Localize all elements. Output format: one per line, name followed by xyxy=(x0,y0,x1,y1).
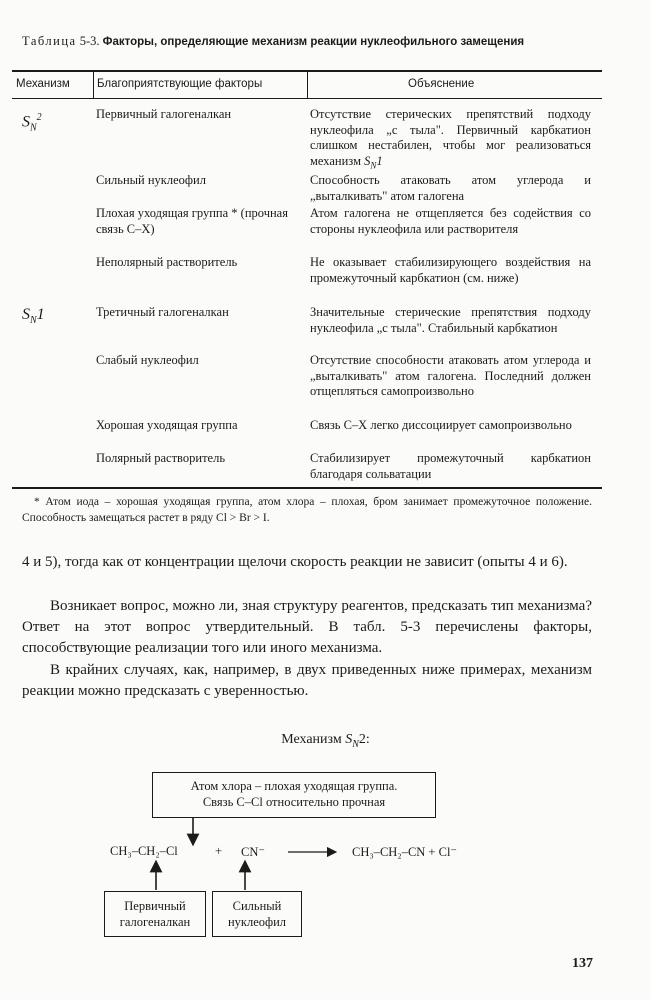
caption-title: Факторы, определяющие механизм реакции нуклеофильного замещения xyxy=(102,36,525,48)
diagram-title-sub: N xyxy=(352,738,359,750)
caption-number: 5-3. xyxy=(79,34,100,48)
diagram-title-suffix: 2: xyxy=(358,732,370,747)
table-footnote: * Атом иода – хорошая уходящая группа, атом хлора – плохая, бром занимает промежуточное положение. Способность замещаться растет в ряду Cl > Br > I. xyxy=(22,496,592,524)
diagram-title-s: S xyxy=(345,732,353,747)
sn2-num: 2 xyxy=(36,112,42,123)
nucleophile-formula: CN⁻ xyxy=(241,845,265,859)
sn1-explanation-4: Стабилизирует промежуточный карбкатион благодаря сольватации xyxy=(310,451,591,481)
sn2-explanation-2: Способность атаковать атом углерода и „выталкивать" атом галогена xyxy=(310,173,591,203)
sn2-factor-2: Сильный нуклеофил xyxy=(96,173,206,187)
sn1-explanation-3: Связь С–X легко диссоциирует самопроизвольно xyxy=(310,418,572,432)
paragraph-1: 4 и 5), тогда как от концентрации щелочи скорость реакции не зависит (опыты 4 и 6). xyxy=(22,554,568,570)
sn1-explanation-2: Отсутствие способности атаковать атом углерода и „выталкивать" атом галогена. Последний должен отщепляться самопроизвольно xyxy=(310,353,591,398)
sn2-s: S xyxy=(22,113,30,131)
caption-lead: Таблица xyxy=(22,34,77,48)
sn2-explanation-1-text: Отсутствие стерических препятствий подходу нуклеофила „с тыла". Первичный карбкатион слишком нестабилен, чтобы мог реализоваться механизм xyxy=(310,107,591,168)
sn1-factor-3: Хорошая уходящая группа xyxy=(96,418,238,432)
sn2-factor-3: Плохая уходящая группа * (прочная связь С–X) xyxy=(96,206,288,236)
strong-nucleophile-line-1: Сильный xyxy=(232,899,282,913)
primary-haloalkane-line-1: Первичный xyxy=(124,899,186,913)
diagram-title-prefix: Механизм xyxy=(281,732,342,747)
page-number: 137 xyxy=(572,956,593,971)
strong-nucleophile-line-2: нуклеофил xyxy=(227,915,287,929)
sn1-factor-4: Полярный растворитель xyxy=(96,451,226,465)
header-explanation: Объяснение xyxy=(408,78,475,90)
sn2-factor-4: Неполярный растворитель xyxy=(96,255,238,269)
leaving-group-line-1: Атом хлора – плохая уходящая группа. xyxy=(190,779,398,793)
header-mechanism: Механизм xyxy=(16,78,70,90)
product-formula: CH₃–CH₂–CN + Cl⁻ xyxy=(352,845,458,859)
primary-haloalkane-box xyxy=(104,891,206,937)
sn1-factor-2: Слабый нуклеофил xyxy=(96,353,199,367)
paragraph-2: Возникает вопрос, можно ли, зная структуру реагентов, предсказать тип механизма? Ответ на этот вопрос утвердительный. В табл. 5-3 перечислены факторы, способствующие реализации того или иного механизма. xyxy=(22,598,592,656)
sn1-s: S xyxy=(22,306,30,323)
sn2-sub: N xyxy=(30,122,37,134)
sn1-factor-1: Третичный галогеналкан xyxy=(96,305,229,319)
sn1-mech-ref: $S_N1$ xyxy=(364,153,383,170)
header-factors: Благоприятствующие факторы xyxy=(97,78,263,90)
primary-haloalkane-line-2: галогеналкан xyxy=(119,915,191,929)
sn2-factor-1: Первичный галогеналкан xyxy=(96,107,232,121)
sn1-num: 1 xyxy=(36,306,45,323)
sn2-explanation-3: Атом галогена не отщепляется без содействия со стороны нуклеофила или растворителя xyxy=(310,206,591,236)
sn2-explanation-4: Не оказывает стабилизирующего воздействия на промежуточный карбкатион (см. ниже) xyxy=(310,255,591,285)
reactant-formula: CH₃–CH₂–Cl xyxy=(110,844,178,858)
sn1-sub: N xyxy=(30,315,37,327)
paragraph-3: В крайних случаях, как, например, в двух приведенных ниже примерах, механизм реакции можно предсказать с уверенностью. xyxy=(22,662,592,699)
strong-nucleophile-box xyxy=(212,891,302,937)
sn1-explanation-1: Значительные стерические препятствия подходу нуклеофила „с тыла". Стабильный карбкатион xyxy=(310,305,591,335)
plus-sign: + xyxy=(215,844,223,858)
leaving-group-line-2: Связь С–Cl относительно прочная xyxy=(202,795,386,809)
